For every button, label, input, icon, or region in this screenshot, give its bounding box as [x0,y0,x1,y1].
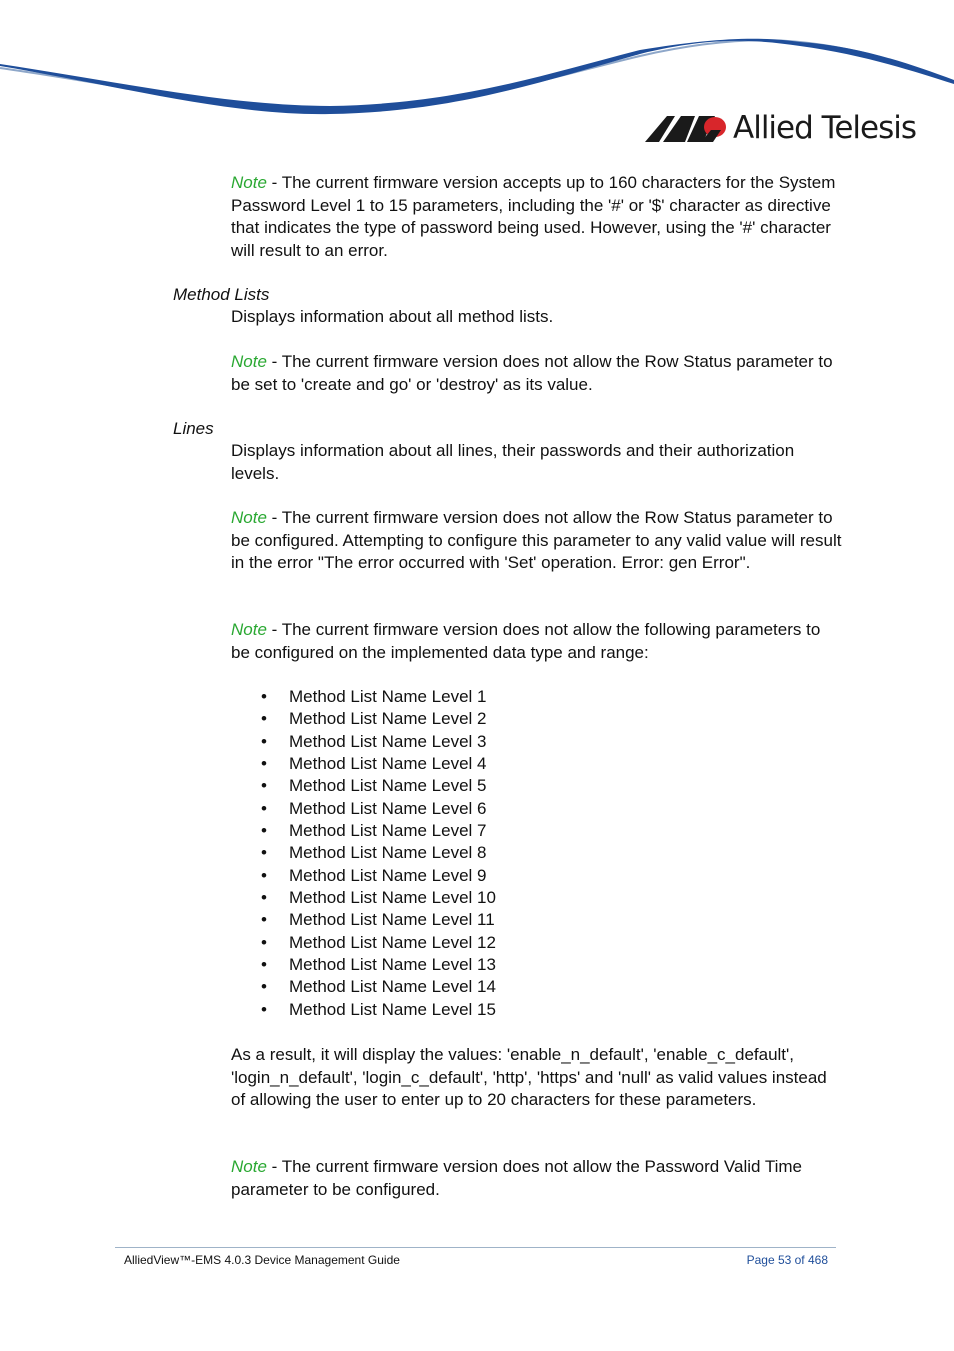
list-item-text: Method List Name Level 14 [289,977,496,997]
list-item [231,954,496,976]
method-lists-heading: Method Lists [173,285,270,304]
list-item [231,686,496,708]
list-item-text: Method List Name Level 1 [289,687,487,706]
list-item [231,865,496,887]
list-item [231,976,496,998]
bullet-icon: • [261,999,267,1019]
bullet-icon: • [261,977,267,997]
note-text: - The current firmware version does not allow the Password Valid Time parameter to be configured. [231,1157,803,1199]
note-label: Note [231,173,267,192]
bullet-icon: • [261,955,267,975]
note-paragraph-5 [231,1156,843,1201]
list-item [231,753,496,775]
bullet-icon: • [261,865,267,885]
bullet-icon: • [261,731,267,751]
logo-mark-icon [645,112,727,144]
list-item-text: Method List Name Level 6 [289,798,487,818]
list-item [231,820,496,842]
note-paragraph-3 [231,507,843,575]
list-item [231,909,496,931]
list-item-text: Method List Name Level 8 [289,843,487,863]
list-item-text: Method List Name Level 2 [289,709,487,729]
note-text: - The current firmware version does not allow the Row Status parameter to be set to 'create and go' or 'destroy' as its value. [231,352,833,394]
footer-divider [115,1247,836,1248]
list-item-text: Method List Name Level 15 [289,999,496,1019]
note-paragraph-1 [231,172,843,262]
bullet-icon: • [261,888,267,908]
list-item-text: Method List Name Level 13 [289,955,496,975]
list-item-text: Method List Name Level 11 [289,910,495,930]
bullet-icon: • [261,798,267,818]
bullet-icon: • [261,843,267,863]
list-item [231,775,496,797]
list-item [231,798,496,820]
note-paragraph-4 [231,619,843,664]
list-item [231,932,496,954]
list-item [231,731,496,753]
allied-telesis-logo [645,108,916,148]
bullet-icon: • [261,776,267,796]
note-text: - The current firmware version accepts up to 160 characters for the System Password Level 1 to 15 parameters, including the '#' or '$' character as directive that indicates the type of password being used. However, using the '#' character will result to an error. [231,173,836,260]
list-item [231,887,496,909]
list-item [231,842,496,864]
bullet-icon: • [261,709,267,729]
list-item-text: Method List Name Level 9 [289,865,487,885]
list-item [231,708,496,730]
bullet-icon: • [261,910,267,930]
note-paragraph-2 [231,351,843,396]
bullet-icon: • [261,821,267,841]
list-item-text: Method List Name Level 12 [289,932,496,952]
lines-heading: Lines [173,419,214,438]
list-item-text: Method List Name Level 5 [289,776,487,796]
list-item-text: Method List Name Level 4 [289,754,487,774]
note-text: - The current firmware version does not allow the following parameters to be configured on the implemented data type and range: [231,620,821,662]
note-label: Note [231,508,267,527]
list-item-text: Method List Name Level 7 [289,821,487,841]
footer-document-title: AlliedView™-EMS 4.0.3 Device Management Guide [124,1253,400,1267]
bullet-icon: • [261,754,267,774]
method-list-bullets [231,686,496,1021]
note-text: - The current firmware version does not allow the Row Status parameter to be configured. Attempting to configure this parameter to any valid value will result in the error "The error occurred with 'Set' operation. Error: gen Error". [231,508,842,572]
bullet-icon: • [261,932,267,952]
list-item-text: Method List Name Level 3 [289,731,487,751]
note-label: Note [231,620,267,639]
note-label: Note [231,352,267,371]
footer-page-number: Page 53 of 468 [746,1253,828,1267]
list-item [231,999,496,1021]
bullet-icon: • [261,687,267,706]
lines-description: Displays information about all lines, their passwords and their authorization levels. [231,441,795,483]
logo-text: Allied Telesis [733,110,916,146]
note-label: Note [231,1157,267,1176]
method-lists-description: Displays information about all method lists. [231,307,554,326]
list-item-text: Method List Name Level 10 [289,888,496,908]
result-paragraph: As a result, it will display the values: 'enable_n_default', 'enable_c_default', 'login_n_default', 'login_c_default', 'http', 'https' and 'null' as valid values instead of allowing the user to enter up to 20 characters for these parameters. [231,1045,827,1109]
